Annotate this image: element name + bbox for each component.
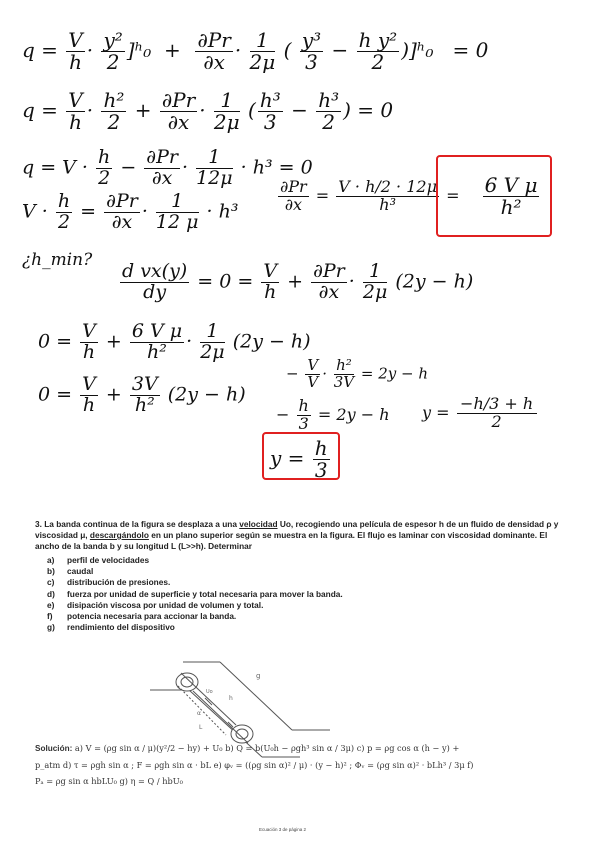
problem-intro: 3. La banda continua de la figura se desplaza a una velocidad Uo, recogiendo una película de espesor h de un fluido de densidad ρ y viscosidad μ, descargándolo en un plano superior según se muestra en la figura. El flujo es laminar con viscosidad dominante. El ancho de la banda b y su longitud L (L>>h). Determinar <box>35 519 559 551</box>
problem-item: d) fuerza por unidad de superficie y total necesaria para mover la banda. <box>47 588 343 599</box>
label-h-min: ¿h_min? <box>22 250 93 270</box>
equation-h-over-3: − $\frac{h}{3}$ = 2y − h <box>276 396 390 433</box>
equation-flow-rate-evaluated: q = $\frac{V}{h}$ · $\frac{\text{h²}}{2}$ + $\frac{\partial Pr}{\partial x}$ · $\frac{1}{2\mu}$ ( $\frac{\text{h³}}{3}$ − $\frac{\text{h³}}{2}$ ) = 0 <box>22 88 394 134</box>
y-result-box <box>262 432 340 480</box>
equation-y-solution: y = $\frac{-h/3 + h}{2}$ <box>422 396 539 431</box>
equation-zero-substituted: 0 = $\frac{V}{h}$ + $\frac{\text{6 V μ}}{\text{h²}}$ · $\frac{1}{2\mu}$ (2y − h) <box>38 320 311 363</box>
equation-rearranged: − $\frac{V}{V}$ · $\frac{\text{h²}}{3V}$ = 2y − h <box>286 356 429 391</box>
equation-velocity-derivative: $\frac{\text{d vx(y)}}{dy}$ = 0 = $\frac{V}{h}$ + $\frac{\partial Pr}{\partial x}$ · $\frac{1}{2\mu}$ (2y − h) <box>122 260 474 303</box>
problem-statement <box>35 519 570 633</box>
figure-label-alpha: α <box>197 710 201 717</box>
equation-flow-rate-general: q = $\frac{V}{h}$ · $\frac{\text{y²}}{2}$ ]ʰ₀ + $\frac{\partial Pr}{\partial x}$ · $\frac{1}{2\mu}$ ( $\frac{\text{y³}}{3}$ − $\frac{\text{h y²}}{2}$ )]ʰ₀ = 0 <box>22 28 489 74</box>
figure-label-g: g <box>256 672 261 680</box>
equation-y-result: y = $\frac{h}{3}$ <box>270 436 328 482</box>
problem-item: e) disipación viscosa por unidad de volumen y total. <box>47 599 264 610</box>
problem-item: a) perfil de velocidades <box>47 555 150 565</box>
problem-item: g) rendimiento del dispositivo <box>47 622 175 633</box>
figure-label-l: L <box>199 724 203 731</box>
solution-line: Pₐ = ρg sin α hbLU₀ g) η = Q / hbU₀ <box>35 776 183 786</box>
solution-block <box>35 740 570 789</box>
page-footer: Ecuación 3 de página 2 <box>259 827 307 832</box>
equation-velocity-balance: V · $\frac{h}{2}$ = $\frac{\partial Pr}{\partial x}$ · $\frac{1}{12 \mu}$ · h³ <box>22 190 239 233</box>
equation-flow-rate-simplified: q = V · $\frac{h}{2}$ − $\frac{\partial Pr}{\partial x}$ · $\frac{1}{12\mu}$ · h³ = 0 <box>22 146 313 189</box>
figure-label-u: Uo <box>206 689 213 695</box>
equation-pressure-gradient: $\frac{\partial Pr}{\partial x}$ = $\frac{V \cdot h/2 \cdot 12\mu}{\text{h³}}$ = $\frac{\text{6 V μ}}{\text{h²}}$ <box>280 173 538 219</box>
solution-label: Solución: <box>35 744 73 753</box>
equation-zero-simplified: 0 = $\frac{V}{h}$ + $\frac{3V}{\text{h²}}$ (2y − h) <box>38 373 246 416</box>
problem-items <box>35 555 570 633</box>
pressure-gradient-result-box <box>436 155 552 237</box>
problem-item: c) distribución de presiones. <box>47 577 171 588</box>
problem-item: f) potencia necesaria para accionar la banda. <box>47 611 237 622</box>
figure-label-h: h <box>229 695 233 702</box>
solution-line: Solución: a) V = (ρg sin α / μ)(y²/2 − hy) + U₀ b) Q = b(U₀h − ρgh³ sin α / 3μ) c) p = ρg cos α (h − y) + <box>35 743 460 753</box>
problem-item: b) caudal <box>47 566 94 577</box>
solution-line: p_atm d) τ = ρgh sin α ; F = ρgh sin α · bL e) φᵥ = ((ρg sin α)² / μ) · (y − h)² ; Φᵥ = (ρg sin α)² · bLh³ / 3μ f) <box>35 760 474 770</box>
